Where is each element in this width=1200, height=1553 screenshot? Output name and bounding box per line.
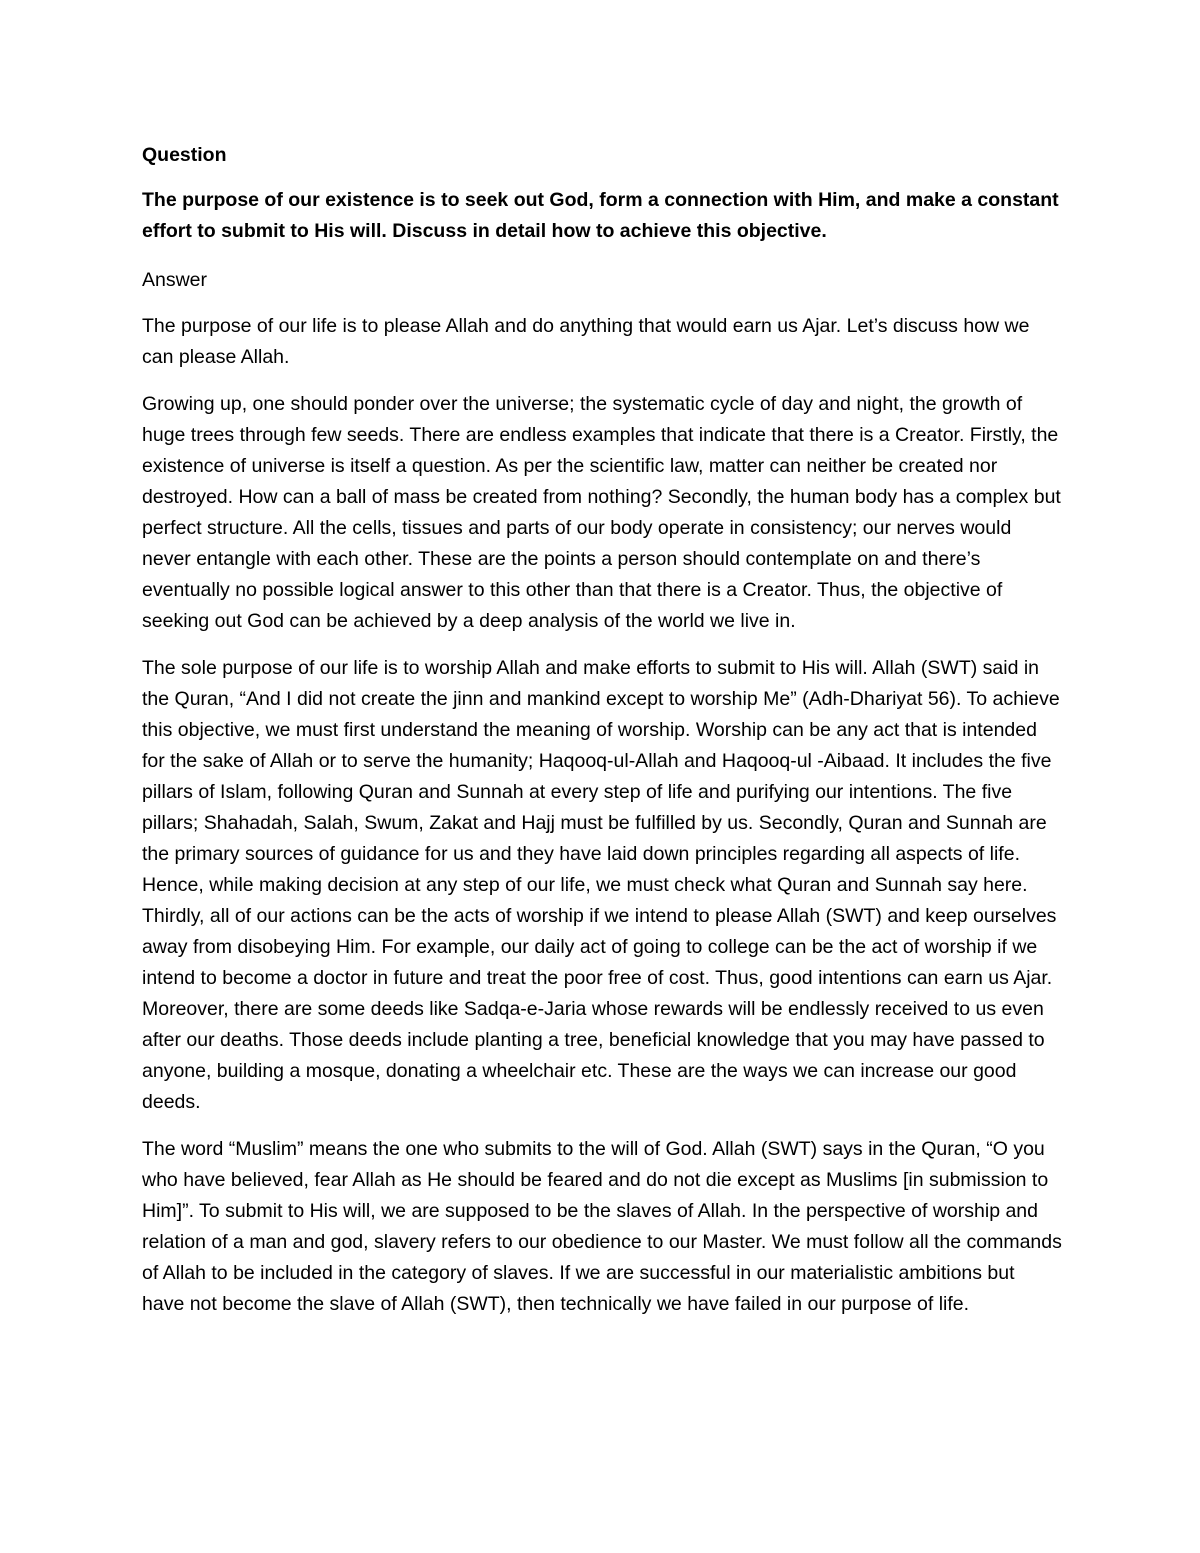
- question-text: The purpose of our existence is to seek out God, form a connection with Him, and make a constant effort to submit to His will. Discuss in detail how to achieve this objective.: [142, 189, 1059, 242]
- document-page: [142, 140, 1062, 1336]
- answer-label: Answer: [142, 269, 208, 291]
- answer-paragraph-worship: The sole purpose of our life is to worship Allah and make efforts to submit to His will. Allah (SWT) said in the Quran, “And I did not create the jinn and mankind except to worship Me” (Adh-Dhariyat 56). To achieve this objective, we must first understand the meaning of worship. Worship can be any act that is intended for the sake of Allah or to serve the humanity; Haqooq-ul-Allah and Haqooq-ul -Aibaad. It includes the five pillars of Islam, following Quran and Sunnah at every step of life and purifying our intentions. The five pillars; Shahadah, Salah, Swum, Zakat and Hajj must be fulfilled by us. Secondly, Quran and Sunnah are the primary sources of guidance for us and they have laid down principles regarding all aspects of life. Hence, while making decision at any step of our life, we must check what Quran and Sunnah say here. Thirdly, all of our actions can be the acts of worship if we intend to please Allah (SWT) and keep ourselves away from disobeying Him. For example, our daily act of going to college can be the act of worship if we intend to become a doctor in future and treat the poor free of cost. Thus, good intentions can earn us Ajar. Moreover, there are some deeds like Sadqa-e-Jaria whose rewards will be endlessly received to us even after our deaths. Those deeds include planting a tree, beneficial knowledge that you may have passed to anyone, building a mosque, donating a wheelchair etc. These are the ways we can increase our good deeds.: [142, 657, 1060, 1113]
- answer-paragraph-submission: The word “Muslim” means the one who submits to the will of God. Allah (SWT) says in the Quran, “O you who have believed, fear Allah as He should be feared and do not die except as Muslims [in submission to Him]”. To submit to His will, we are supposed to be the slaves of Allah. In the perspective of worship and relation of a man and god, slavery refers to our obedience to our Master. We must follow all the commands of Allah to be included in the category of slaves. If we are successful in our materialistic ambitions but have not become the slave of Allah (SWT), then technically we have failed in our purpose of life.: [142, 1138, 1062, 1315]
- question-label: Question: [142, 144, 227, 166]
- answer-paragraph-intro: The purpose of our life is to please Allah and do anything that would earn us Ajar. Let’s discuss how we can please Allah.: [142, 315, 1030, 368]
- answer-paragraph-seeking-god: Growing up, one should ponder over the universe; the systematic cycle of day and night, the growth of huge trees through few seeds. There are endless examples that indicate that there is a Creator. Firstly, the existence of universe is itself a question. As per the scientific law, matter can neither be created nor destroyed. How can a ball of mass be created from nothing? Secondly, the human body has a complex but perfect structure. All the cells, tissues and parts of our body operate in consistency; our nerves would never entangle with each other. These are the points a person should contemplate on and there’s eventually no possible logical answer to this other than that there is a Creator. Thus, the objective of seeking out God can be achieved by a deep analysis of the world we live in.: [142, 393, 1061, 632]
